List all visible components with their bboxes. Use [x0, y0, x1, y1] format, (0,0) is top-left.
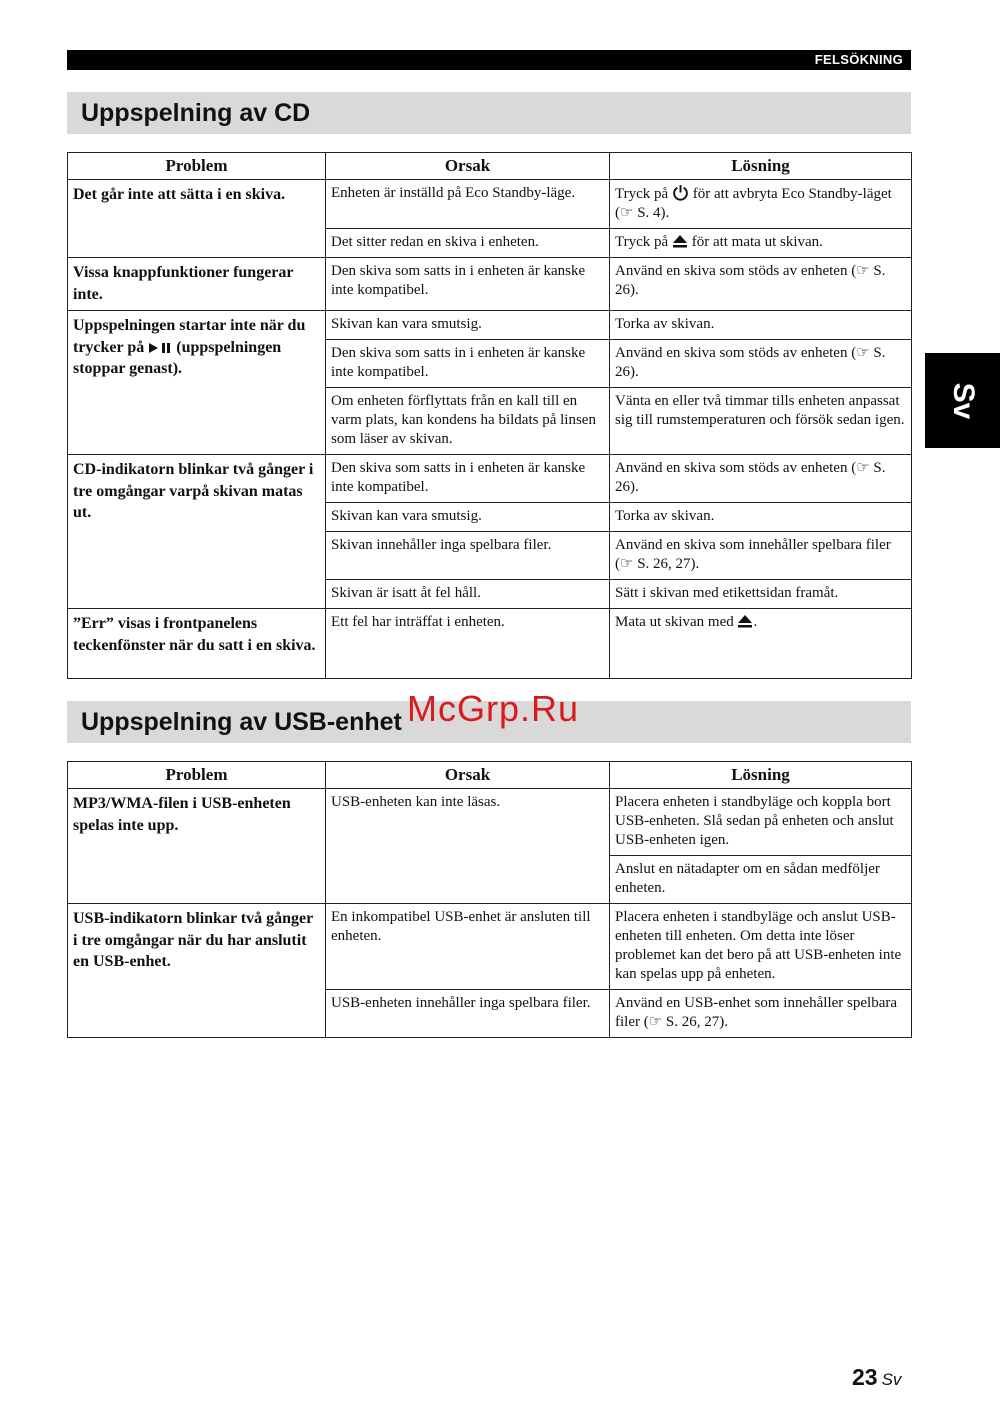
- cause-cell: Skivan innehåller inga spelbara filer.: [326, 532, 610, 580]
- play-pause-icon: [148, 341, 172, 355]
- solution-cell: Placera enheten i standbyläge och koppla bort USB-enheten. Slå sedan på enheten och anslut USB-enheten igen.: [610, 789, 912, 856]
- eject-icon: [737, 613, 753, 629]
- solution-cell: Torka av skivan.: [610, 311, 912, 340]
- problem-cell: ”Err” visas i frontpanelens teckenfönster när du satt i en skiva.: [68, 609, 326, 679]
- cd-troubleshooting-table: [67, 152, 912, 679]
- col-header-cause: Orsak: [326, 762, 610, 789]
- table-row: [68, 311, 912, 340]
- col-header-problem: Problem: [68, 762, 326, 789]
- language-tab: [925, 353, 1000, 448]
- col-header-solution: Lösning: [610, 762, 912, 789]
- solution-cell: Sätt i skivan med etikettsidan framåt.: [610, 580, 912, 609]
- col-header-problem: Problem: [68, 153, 326, 180]
- section-label: FELSÖKNING: [814, 52, 903, 67]
- problem-cell: MP3/WMA-filen i USB-enheten spelas inte upp.: [68, 789, 326, 904]
- cause-cell: Enheten är inställd på Eco Standby-läge.: [326, 180, 610, 229]
- watermark: McGrp.Ru: [407, 688, 580, 729]
- problem-cell: Det går inte att sätta i en skiva.: [68, 180, 326, 258]
- power-icon: [672, 184, 689, 201]
- language-tab-label: Sv: [946, 382, 980, 419]
- cause-cell: Skivan kan vara smutsig.: [326, 311, 610, 340]
- page-number-value: 23: [852, 1364, 878, 1390]
- col-header-solution: Lösning: [610, 153, 912, 180]
- cd-section-title: [67, 92, 911, 134]
- eject-icon: [672, 233, 688, 249]
- cause-cell: Den skiva som satts in i enheten är kanske inte kompatibel.: [326, 340, 610, 388]
- table-header-row: [68, 153, 912, 180]
- solution-cell: Använd en USB-enhet som innehåller spelbara filer (☞ S. 26, 27).: [610, 990, 912, 1038]
- solution-cell: Använd en skiva som stöds av enheten (☞ S. 26).: [610, 340, 912, 388]
- solution-cell: Mata ut skivan med .: [610, 609, 912, 679]
- cause-cell: Den skiva som satts in i enheten är kanske inte kompatibel.: [326, 258, 610, 311]
- problem-cell: Uppspelningen startar inte när du trycker på (uppspelningen stoppar genast).: [68, 311, 326, 455]
- page-language: Sv: [881, 1370, 902, 1389]
- solution-cell: Placera enheten i standbyläge och anslut USB-enheten till enheten. Om detta inte löser problemet kan det bero på att USB-enheten inte kan spelas upp på enheten.: [610, 904, 912, 990]
- usb-troubleshooting-table: [67, 761, 912, 1038]
- page-number: [852, 1364, 901, 1391]
- cause-cell: Ett fel har inträffat i enheten.: [326, 609, 610, 679]
- cause-cell: En inkompatibel USB-enhet är ansluten till enheten.: [326, 904, 610, 990]
- solution-cell: Anslut en nätadapter om en sådan medföljer enheten.: [610, 856, 912, 904]
- cause-cell: Om enheten förflyttats från en kall till en varm plats, kan kondens ha bildats på linsen som läser av skivan.: [326, 388, 610, 455]
- cause-cell: Skivan kan vara smutsig.: [326, 503, 610, 532]
- cause-cell: USB-enheten kan inte läsas.: [326, 789, 610, 904]
- solution-cell: Tryck på för att mata ut skivan.: [610, 229, 912, 258]
- solution-cell: Använd en skiva som stöds av enheten (☞ S. 26).: [610, 258, 912, 311]
- solution-cell: Torka av skivan.: [610, 503, 912, 532]
- table-header-row: [68, 762, 912, 789]
- col-header-cause: Orsak: [326, 153, 610, 180]
- table-row: [68, 789, 912, 856]
- problem-cell: Vissa knappfunktioner fungerar inte.: [68, 258, 326, 311]
- cause-cell: Skivan är isatt åt fel håll.: [326, 580, 610, 609]
- table-row: [68, 180, 912, 229]
- cause-cell: Det sitter redan en skiva i enheten.: [326, 229, 610, 258]
- header-bar: [67, 50, 911, 70]
- cd-section-title-text: Uppspelning av CD: [81, 99, 311, 127]
- table-row: [68, 904, 912, 990]
- usb-section-title-text: Uppspelning av USB-enhet: [81, 708, 402, 736]
- solution-cell: Vänta en eller två timmar tills enheten anpassat sig till rumstemperaturen och försök sedan igen.: [610, 388, 912, 455]
- cause-cell: USB-enheten innehåller inga spelbara filer.: [326, 990, 610, 1038]
- solution-cell: Använd en skiva som stöds av enheten (☞ S. 26).: [610, 455, 912, 503]
- problem-cell: USB-indikatorn blinkar två gånger i tre omgångar när du har anslutit en USB-enhet.: [68, 904, 326, 1038]
- cause-cell: Den skiva som satts in i enheten är kanske inte kompatibel.: [326, 455, 610, 503]
- table-row: [68, 609, 912, 679]
- solution-cell: Tryck på för att avbryta Eco Standby-läget (☞ S. 4).: [610, 180, 912, 229]
- solution-cell: Använd en skiva som innehåller spelbara filer (☞ S. 26, 27).: [610, 532, 912, 580]
- table-row: [68, 455, 912, 503]
- problem-cell: CD-indikatorn blinkar två gånger i tre omgångar varpå skivan matas ut.: [68, 455, 326, 609]
- table-row: [68, 258, 912, 311]
